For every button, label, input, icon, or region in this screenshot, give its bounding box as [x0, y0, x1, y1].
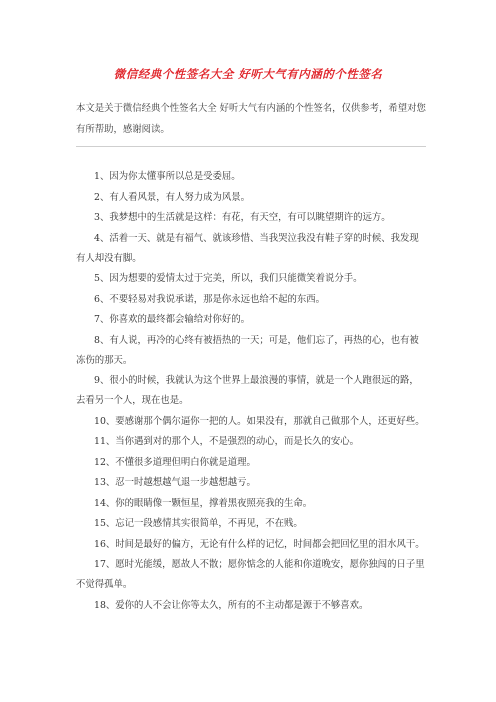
list-item: 9、很小的时候，我就认为这个世界上最浪漫的事情，就是一个人跑很远的路，去看另一个人，现在也是。 — [76, 375, 419, 406]
divider — [76, 146, 426, 147]
list-item: 12、不懂很多道理但明白你就是道理。 — [94, 456, 256, 468]
document-intro: 本文是关于微信经典个性签名大全 好听大气有内涵的个性签名，仅供参考，希望对您有所帮助，感谢阅读。 — [76, 103, 426, 135]
list-item: 7、你喜欢的最终都会输给对你好的。 — [94, 314, 250, 325]
list-item: 1、因为你太懂事所以总是受委屈。 — [94, 171, 241, 182]
list-item: 3、我梦想中的生活就是这样：有花，有天空，有可以眺望期许的远方。 — [94, 212, 391, 223]
document-title: 微信经典个性签名大全 好听大气有内涵的个性签名 — [113, 67, 383, 81]
list-item: 2、有人看风景，有人努力成为风景。 — [94, 191, 250, 203]
list-item: 4、活着一天、就是有福气、就该珍惜、当我哭泣我没有鞋子穿的时候、我发现有人却没有脚。 — [76, 232, 419, 264]
list-item: 8、有人说，再冷的心终有被捂热的一天；可是，他们忘了，再热的心，也有被冻伤的那天。 — [76, 334, 419, 366]
list-item: 18、爱你的人不会让你等太久，所有的不主动都是源于不够喜欢。 — [94, 599, 369, 611]
list-item: 10、要感谢那个偶尔逼你一把的人。如果没有，那就自己做那个人，还更好些。 — [94, 415, 425, 427]
list-item: 11、当你遇到对的那个人，不是强烈的动心，而是长久的安心。 — [94, 436, 360, 447]
signature-list — [76, 167, 426, 616]
list-item: 15、忘记一段感情其实很简单，不再见，不在贱。 — [94, 518, 303, 529]
list-item: 14、你的眼睛像一颗恒星，撑着黑夜照亮我的生命。 — [94, 497, 313, 509]
list-item: 6、不要轻易对我说承诺，那是你永远也给不起的东西。 — [94, 293, 325, 305]
list-item: 16、时间是最好的偏方，无论有什么样的记忆，时间都会把回忆里的泪水风干。 — [94, 538, 425, 550]
list-item: 5、因为想要的爱情太过于完美，所以，我们只能微笑着说分手。 — [94, 273, 363, 284]
list-item: 13、忍一时越想越气退一步越想越亏。 — [94, 477, 256, 488]
list-item: 17、愿时光能缓，愿故人不散；愿你惦念的人能和你道晚安，愿你独闯的日子里不觉得孤单。 — [76, 559, 425, 590]
